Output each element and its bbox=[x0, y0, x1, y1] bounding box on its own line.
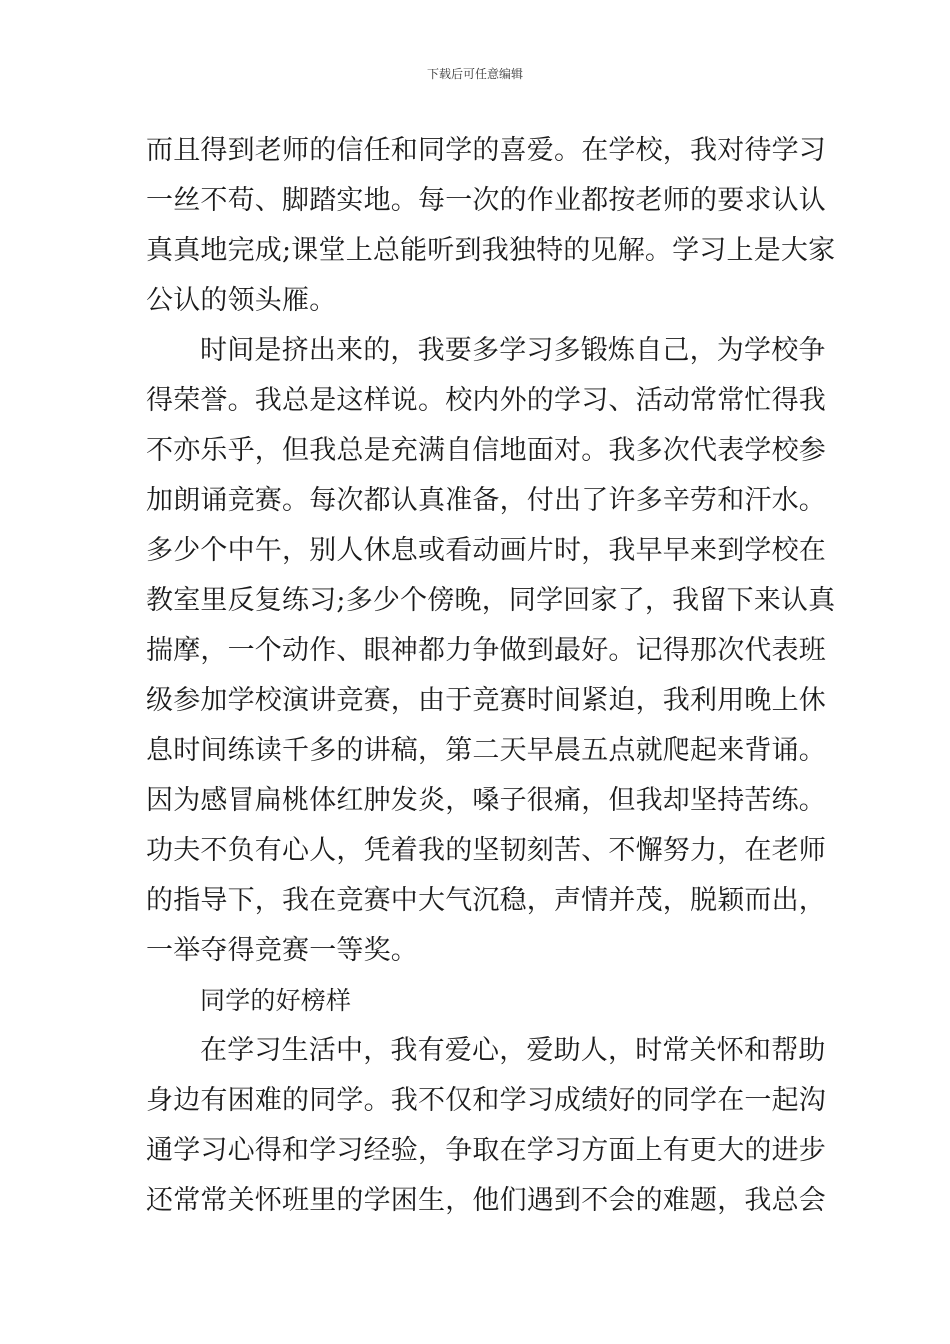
text-line: 息时间练读千多的讲稿，第二天早晨五点就爬起来背诵。 bbox=[146, 735, 826, 766]
paragraph-start-line: 时间是挤出来的，我要多学习多锻炼自己，为学校争 bbox=[200, 335, 826, 366]
text-line: 多少个中午，别人休息或看动画片时，我早早来到学校在 bbox=[146, 535, 826, 566]
text-line: 通学习心得和学习经验，争取在学习方面上有更大的进步 bbox=[146, 1135, 826, 1166]
text-line: 级参加学校演讲竞赛，由于竞赛时间紧迫，我利用晚上休 bbox=[146, 685, 826, 716]
paragraph-start-line: 在学习生活中，我有爱心，爱助人，时常关怀和帮助 bbox=[200, 1035, 826, 1066]
text-line: 而且得到老师的信任和同学的喜爱。在学校，我对待学习 bbox=[146, 135, 826, 166]
text-line: 因为感冒扁桃体红肿发炎，嗓子很痛，但我却坚持苦练。 bbox=[146, 785, 826, 816]
text-line: 功夫不负有心人，凭着我的坚韧刻苦、不懈努力，在老师 bbox=[146, 835, 826, 866]
text-line: 一丝不苟、脚踏实地。每一次的作业都按老师的要求认认 bbox=[146, 185, 826, 216]
text-line: 身边有困难的同学。我不仅和学习成绩好的同学在一起沟 bbox=[146, 1085, 826, 1116]
text-line: 不亦乐乎，但我总是充满自信地面对。我多次代表学校参 bbox=[146, 435, 826, 466]
text-line: 加朗诵竞赛。每次都认真准备，付出了许多辛劳和汗水。 bbox=[146, 485, 826, 516]
text-line: 真真地完成;课堂上总能听到我独特的见解。学习上是大家 bbox=[146, 235, 836, 266]
text-line: 的指导下，我在竞赛中大气沉稳，声情并茂，脱颖而出， bbox=[146, 885, 826, 916]
text-line: 揣摩，一个动作、眼神都力争做到最好。记得那次代表班 bbox=[146, 635, 826, 666]
text-line: 公认的领头雁。 bbox=[146, 285, 337, 316]
text-line: 一举夺得竞赛一等奖。 bbox=[146, 935, 418, 966]
text-line: 得荣誉。我总是这样说。校内外的学习、活动常常忙得我 bbox=[146, 385, 826, 416]
section-subheading: 同学的好榜样 bbox=[200, 986, 352, 1015]
page-header: 下载后可任意编辑 bbox=[426, 67, 523, 81]
text-line: 教室里反复练习;多少个傍晚，同学回家了，我留下来认真 bbox=[146, 585, 836, 616]
document-body bbox=[146, 126, 836, 1226]
text-line: 还常常关怀班里的学困生，他们遇到不会的难题，我总会 bbox=[146, 1185, 826, 1216]
